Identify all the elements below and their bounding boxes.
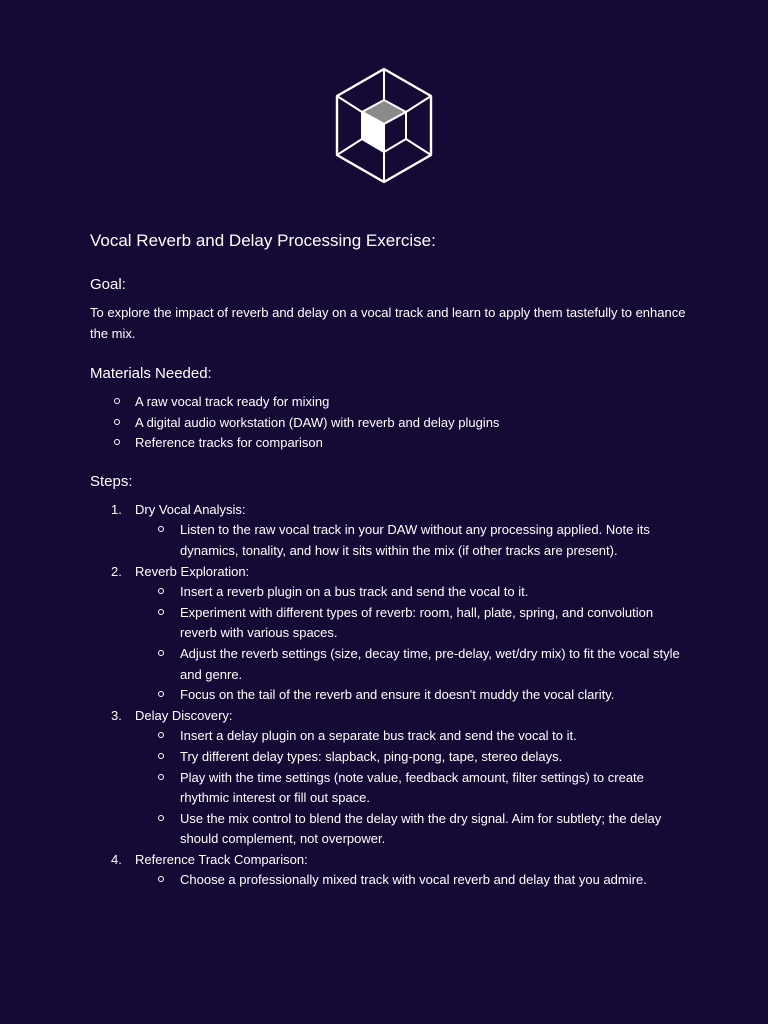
step-number: 2. <box>111 563 122 579</box>
list-item-text: Choose a professionally mixed track with vocal reverb and delay that you admire. <box>180 872 647 888</box>
materials-heading: Materials Needed: <box>90 365 212 382</box>
list-item-text: Insert a reverb plugin on a bus track and send the vocal to it. <box>180 584 529 600</box>
bullet-circle-icon <box>158 650 164 656</box>
list-item-text: Focus on the tail of the reverb and ensure it doesn't muddy the vocal clarity. <box>180 687 615 703</box>
list-item-text: Play with the time settings (note value, feedback amount, filter settings) to create rhythmic interest or fill out space. <box>180 769 644 806</box>
list-item-text: Experiment with different types of reverb: room, hall, plate, spring, and convolution reverb with various spaces. <box>180 604 654 641</box>
list-item <box>90 413 690 434</box>
bullet-circle-icon <box>114 398 120 404</box>
list-item-text: Use the mix control to blend the delay with the dry signal. Aim for subtlety; the delay should complement, not overpower. <box>180 810 662 847</box>
step-item <box>90 500 690 562</box>
step-title: Delay Discovery: <box>135 707 233 723</box>
list-item-text: A digital audio workstation (DAW) with reverb and delay plugins <box>135 414 500 430</box>
step-number: 3. <box>111 707 122 723</box>
list-item <box>180 809 690 850</box>
bullet-circle-icon <box>158 691 164 697</box>
list-item <box>180 747 690 768</box>
list-item <box>90 392 690 413</box>
list-item-text: Try different delay types: slapback, ping-pong, tape, stereo delays. <box>180 748 563 764</box>
list-item-text: Adjust the reverb settings (size, decay time, pre-delay, wet/dry mix) to fit the vocal style and genre. <box>180 645 680 682</box>
bullet-circle-icon <box>158 753 164 759</box>
list-item-text: Listen to the raw vocal track in your DAW without any processing applied. Note its dynamics, tonality, and how it sits within the mix (if other tracks are present). <box>180 522 650 558</box>
steps-list <box>90 500 690 891</box>
list-item <box>180 603 690 644</box>
list-item <box>90 433 690 454</box>
step-title: Reverb Exploration: <box>135 563 250 579</box>
list-item <box>180 644 690 685</box>
step-item <box>90 706 690 850</box>
step-title: Reference Track Comparison: <box>135 851 308 867</box>
step-number: 1. <box>111 501 122 517</box>
materials-list <box>90 392 690 454</box>
list-item-text: A raw vocal track ready for mixing <box>135 394 330 409</box>
bullet-circle-icon <box>158 876 164 882</box>
steps-heading: Steps: <box>90 472 133 490</box>
bullet-circle-icon <box>158 609 164 615</box>
list-item-text: Insert a delay plugin on a separate bus track and send the vocal to it. <box>180 728 577 744</box>
list-item <box>180 768 690 809</box>
bullet-circle-icon <box>158 588 164 594</box>
step-item <box>90 850 690 891</box>
list-item <box>180 726 690 747</box>
bullet-circle-icon <box>158 774 164 780</box>
bullet-circle-icon <box>114 439 120 445</box>
list-item-text: Reference tracks for comparison <box>135 435 323 451</box>
hexagon-cube-icon <box>334 66 434 186</box>
goal-text: To explore the impact of reverb and delay on a vocal track and learn to apply them tastefully to enhance the mix. <box>90 305 686 341</box>
step-item <box>90 562 690 706</box>
bullet-circle-icon <box>158 526 164 532</box>
step-sublist <box>135 726 690 850</box>
step-title: Dry Vocal Analysis: <box>135 501 246 517</box>
list-item <box>180 520 690 561</box>
list-item <box>180 685 690 706</box>
list-item <box>180 582 690 603</box>
logo <box>334 66 434 186</box>
document-title: Vocal Reverb and Delay Processing Exercise: <box>90 231 436 250</box>
bullet-circle-icon <box>114 419 120 425</box>
document-content <box>90 229 690 891</box>
list-item <box>180 870 690 891</box>
step-number: 4. <box>111 851 122 867</box>
step-sublist <box>135 582 690 706</box>
step-sublist <box>135 520 690 561</box>
bullet-circle-icon <box>158 732 164 738</box>
step-sublist <box>135 870 690 891</box>
bullet-circle-icon <box>158 815 164 821</box>
goal-heading: Goal: <box>90 276 126 293</box>
